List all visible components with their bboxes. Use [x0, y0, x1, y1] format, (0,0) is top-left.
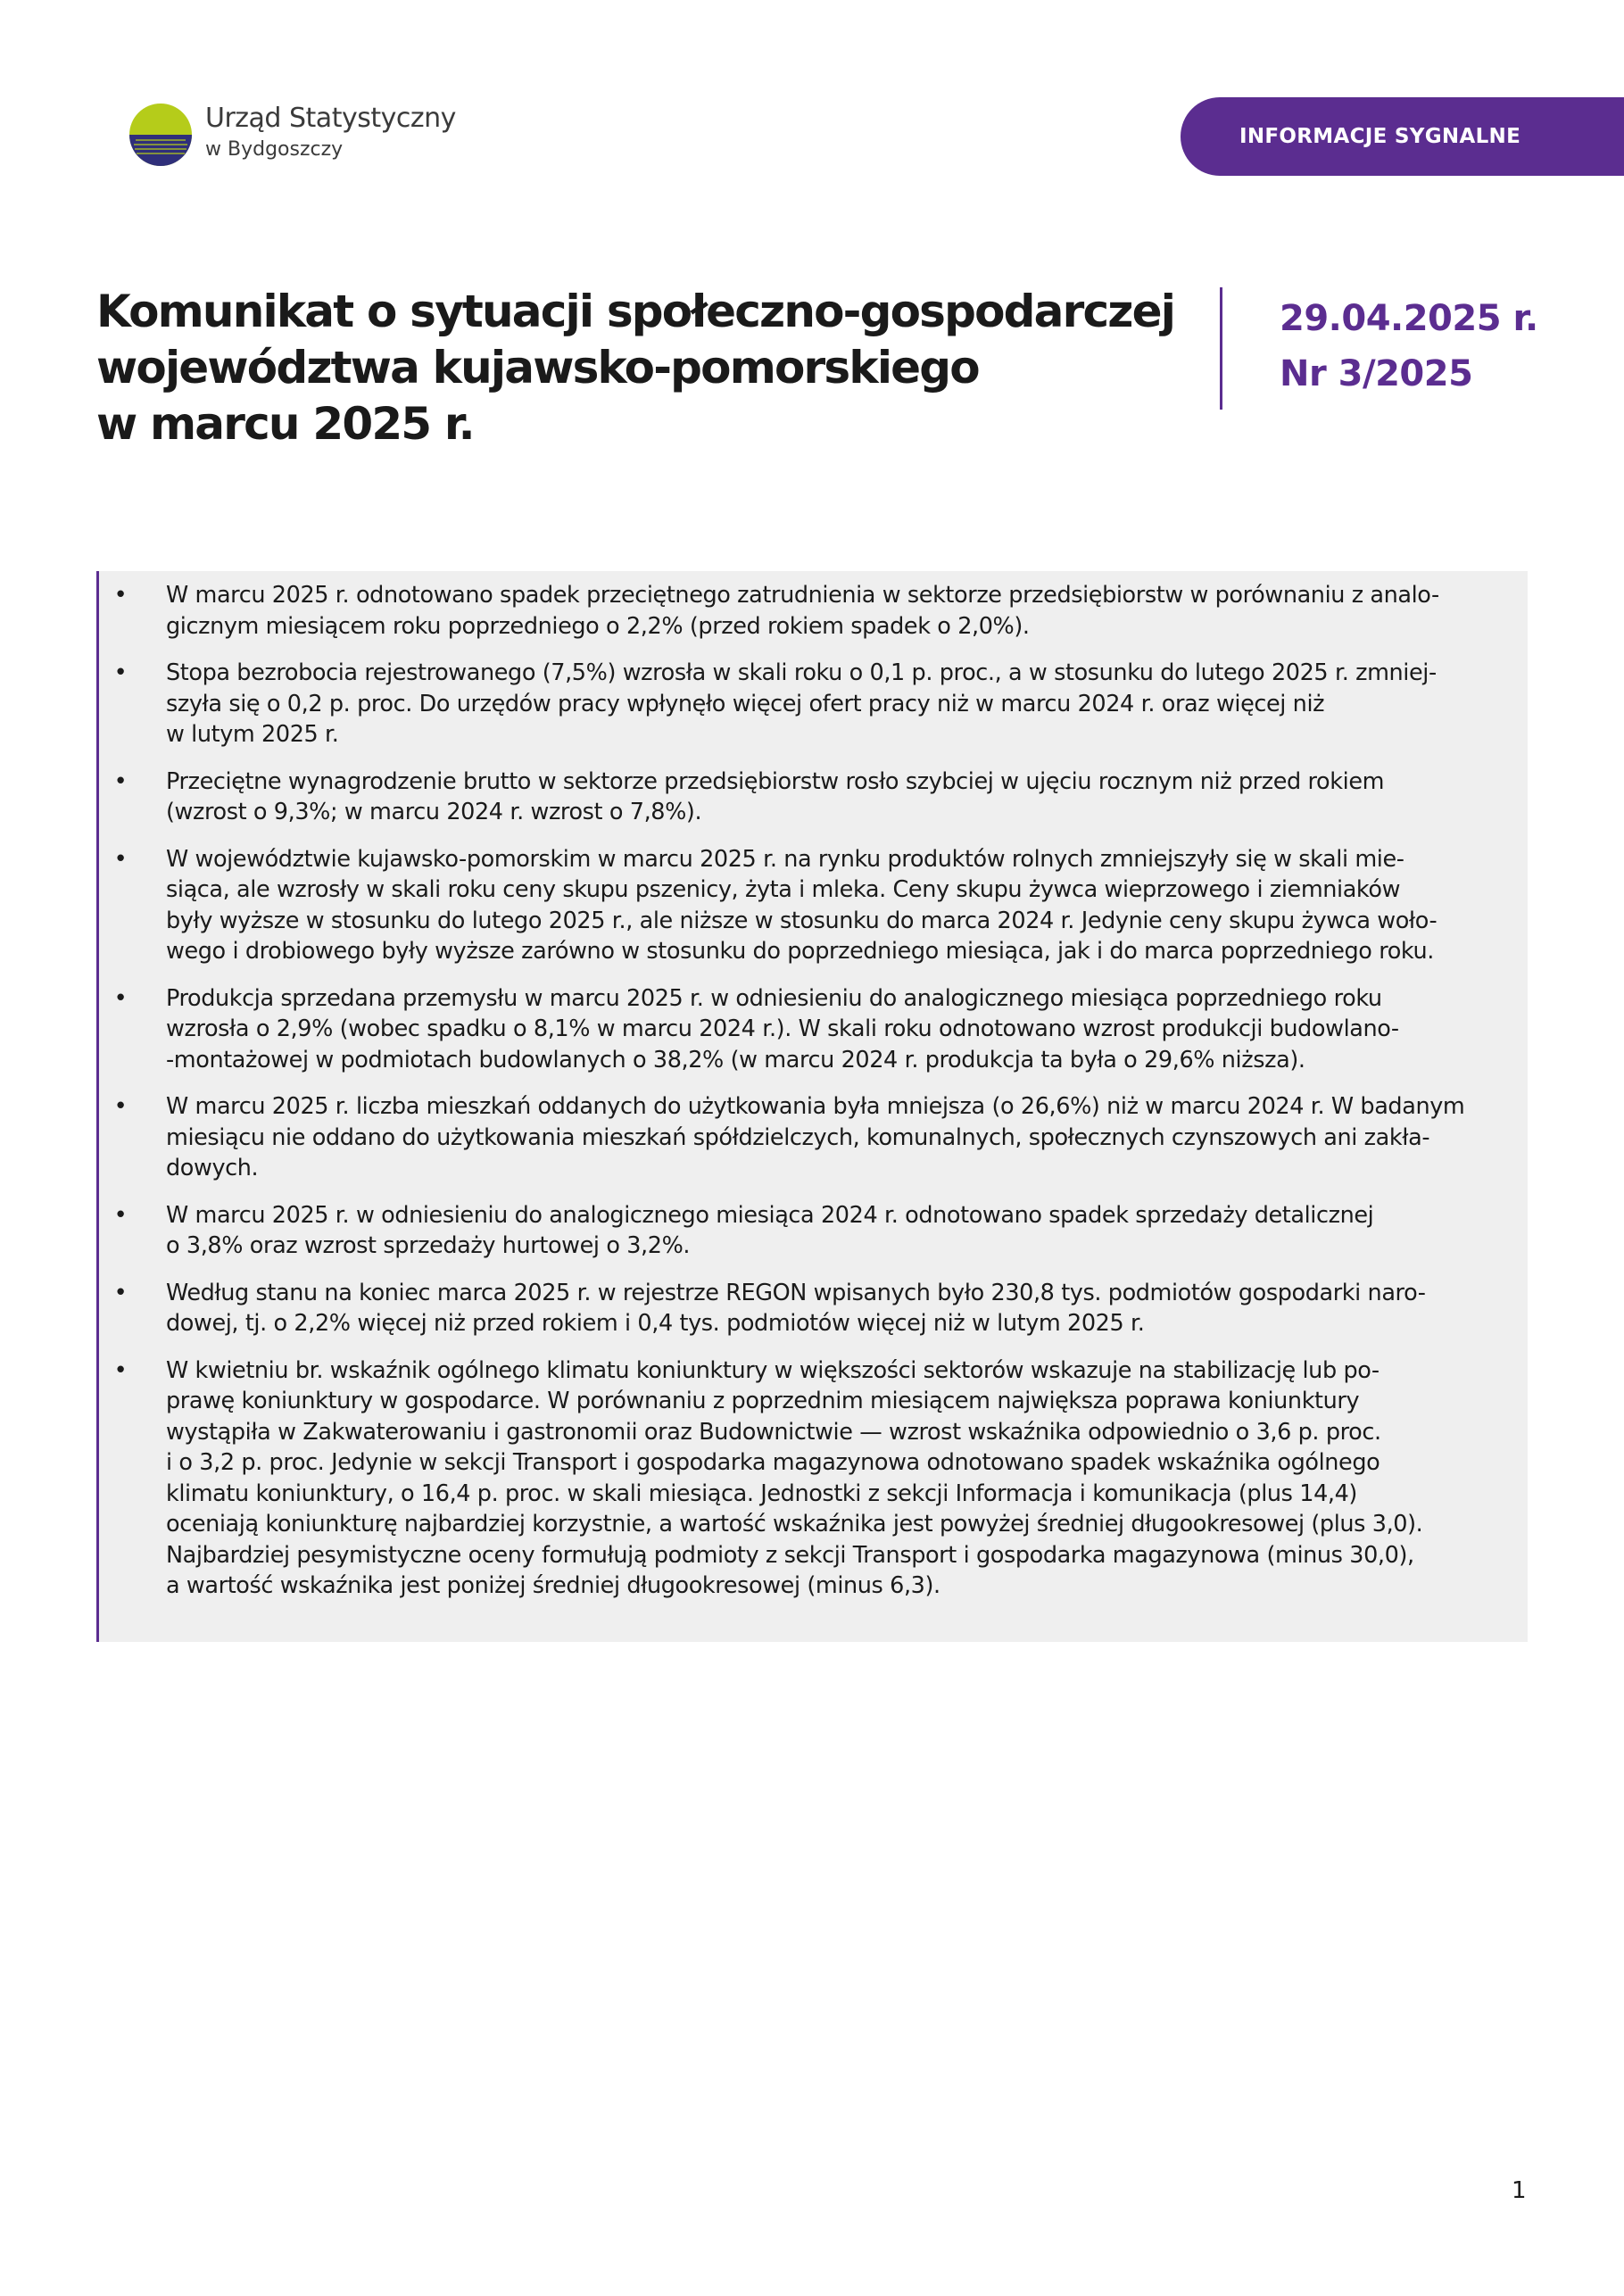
- document-type-badge: INFORMACJE SYGNALNE: [1181, 97, 1624, 176]
- bullet-icon: •: [113, 1279, 128, 1306]
- key-finding-item: [99, 1278, 1512, 1339]
- key-finding-line: Stopa bezrobocia rejestrowanego (7,5%) wzrosła w skali roku o 0,1 p. proc., a w stosunku do lutego 2025 r. zmniej-: [166, 659, 1437, 686]
- issue-number: Nr 3/2025: [1280, 353, 1473, 394]
- key-finding-line: były wyższe w stosunku do lutego 2025 r., ale niższe w stosunku do marca 2024 r. Jedynie ceny skupu żywca woło-: [166, 907, 1438, 934]
- key-finding-item: [99, 983, 1512, 1076]
- key-finding-item: [99, 1091, 1512, 1184]
- key-finding-line: -montażowej w podmiotach budowlanych o 38,2% (w marcu 2024 r. produkcja ta była o 29,6% niższa).: [166, 1046, 1305, 1073]
- title-line: województwa kujawsko-pomorskiego: [96, 342, 979, 394]
- key-finding-line: o 3,8% oraz wzrost sprzedaży hurtowej o 3,2%.: [166, 1232, 691, 1259]
- key-finding-line: klimatu koniunktury, o 16,4 p. proc. w skali miesiąca. Jednostki z sekcji Informacja i komunikacja (plus 14,4): [166, 1480, 1357, 1507]
- key-finding-line: oceniają koniunkturę najbardziej korzystnie, a wartość wskaźnika jest powyżej średniej długookresowej (plus 3,0).: [166, 1511, 1423, 1538]
- key-finding-line: Najbardziej pesymistyczne oceny formułują podmioty z sekcji Transport i gospodarka magazynowa (minus 30,0),: [166, 1541, 1414, 1569]
- key-finding-item: [99, 658, 1512, 750]
- bullet-icon: •: [113, 659, 128, 686]
- key-finding-line: dowej, tj. o 2,2% więcej niż przed rokiem i 0,4 tys. podmiotów więcej niż w lutym 2025 r.: [166, 1310, 1145, 1337]
- bullet-icon: •: [113, 767, 128, 795]
- document-title: [96, 284, 1175, 452]
- bullet-icon: •: [113, 984, 128, 1012]
- key-finding-line: prawę koniunktury w gospodarce. W porównaniu z poprzednim miesiącem największa poprawa koniunktury: [166, 1388, 1360, 1414]
- logo-office-city: w Bydgoszczy: [205, 138, 344, 161]
- key-finding-line: gicznym miesiącem roku poprzedniego o 2,2% (przed rokiem spadek o 2,0%).: [166, 612, 1030, 640]
- key-finding-line: miesiącu nie oddano do użytkowania mieszkań spółdzielczych, komunalnych, społecznych czynszowych ani zakła-: [166, 1123, 1430, 1151]
- key-finding-line: wego i drobiowego były wyższe zarówno w stosunku do poprzedniego miesiąca, jak i do marca poprzedniego roku.: [166, 938, 1434, 965]
- key-finding-line: siąca, ale wzrosły w skali roku ceny skupu pszenicy, żyta i mleka. Ceny skupu żywca wieprzowego i ziemniaków: [166, 876, 1401, 903]
- key-finding-line: szyła się o 0,2 p. proc. Do urzędów pracy wpłynęło więcej ofert pracy niż w marcu 2024 r. oraz więcej niż: [166, 690, 1325, 717]
- title-line: w marcu 2025 r.: [96, 398, 474, 450]
- statistics-office-logo-icon: [127, 87, 195, 183]
- key-finding-line: W województwie kujawsko-pomorskim w marcu 2025 r. na rynku produktów rolnych zmniejszyły się w skali mie-: [166, 845, 1404, 873]
- key-finding-line: Przeciętne wynagrodzenie brutto w sektorze przedsiębiorstw rosło szybciej w ujęciu rocznym niż przed rokiem: [166, 767, 1385, 795]
- office-logo: [127, 87, 456, 185]
- key-findings-list: [99, 580, 1512, 1602]
- key-finding-line: W marcu 2025 r. liczba mieszkań oddanych do użytkowania była mniejsza (o 26,6%) niż w marcu 2024 r. W badanym: [166, 1093, 1465, 1120]
- title-divider: [1220, 287, 1222, 410]
- bullet-icon: •: [113, 582, 128, 609]
- key-finding-line: Produkcja sprzedana przemysłu w marcu 2025 r. w odniesieniu do analogicznego miesiąca poprzedniego roku: [166, 984, 1382, 1012]
- key-finding-line: w lutym 2025 r.: [166, 721, 339, 748]
- key-finding-item: [99, 1355, 1512, 1602]
- key-findings-box: [96, 571, 1528, 1642]
- bullet-icon: •: [113, 845, 128, 873]
- publication-date: 29.04.2025 r.: [1280, 298, 1538, 339]
- bullet-icon: •: [113, 1093, 128, 1120]
- bullet-icon: •: [113, 1201, 128, 1229]
- key-finding-item: [99, 844, 1512, 967]
- key-finding-line: i o 3,2 p. proc. Jedynie w sekcji Transport i gospodarka magazynowa odnotowano spadek wskaźnika ogólnego: [166, 1449, 1380, 1476]
- key-finding-line: W marcu 2025 r. odnotowano spadek przeciętnego zatrudnienia w sektorze przedsiębiorstw w porównaniu z analo-: [166, 582, 1439, 609]
- logo-office-name: Urząd Statystyczny: [205, 103, 456, 134]
- key-finding-line: Według stanu na koniec marca 2025 r. w rejestrze REGON wpisanych było 230,8 tys. podmiotów gospodarki naro-: [166, 1279, 1426, 1306]
- key-finding-line: a wartość wskaźnika jest poniżej średniej długookresowej (minus 6,3).: [166, 1572, 940, 1599]
- key-finding-line: wystąpiła w Zakwaterowaniu i gastronomii oraz Budownictwie — wzrost wskaźnika odpowiednio o 3,6 p. proc.: [166, 1418, 1381, 1446]
- key-finding-line: (wzrost o 9,3%; w marcu 2024 r. wzrost o 7,8%).: [166, 799, 702, 825]
- key-finding-line: dowych.: [166, 1155, 259, 1181]
- bullet-icon: •: [113, 1356, 128, 1384]
- key-finding-item: [99, 580, 1512, 642]
- key-finding-line: wzrosła o 2,9% (wobec spadku o 8,1% w marcu 2024 r.). W skali roku odnotowano wzrost produkcji budowlano-: [166, 1015, 1399, 1042]
- title-line: Komunikat o sytuacji społeczno-gospodarczej: [96, 286, 1175, 337]
- page-number: 1: [1512, 2177, 1527, 2204]
- key-finding-item: [99, 767, 1512, 828]
- key-finding-line: W kwietniu br. wskaźnik ogólnego klimatu koniunktury w większości sektorów wskazuje na stabilizację lub po-: [166, 1356, 1380, 1384]
- key-finding-item: [99, 1200, 1512, 1262]
- key-finding-line: W marcu 2025 r. w odniesieniu do analogicznego miesiąca 2024 r. odnotowano spadek sprzedaży detalicznej: [166, 1201, 1374, 1229]
